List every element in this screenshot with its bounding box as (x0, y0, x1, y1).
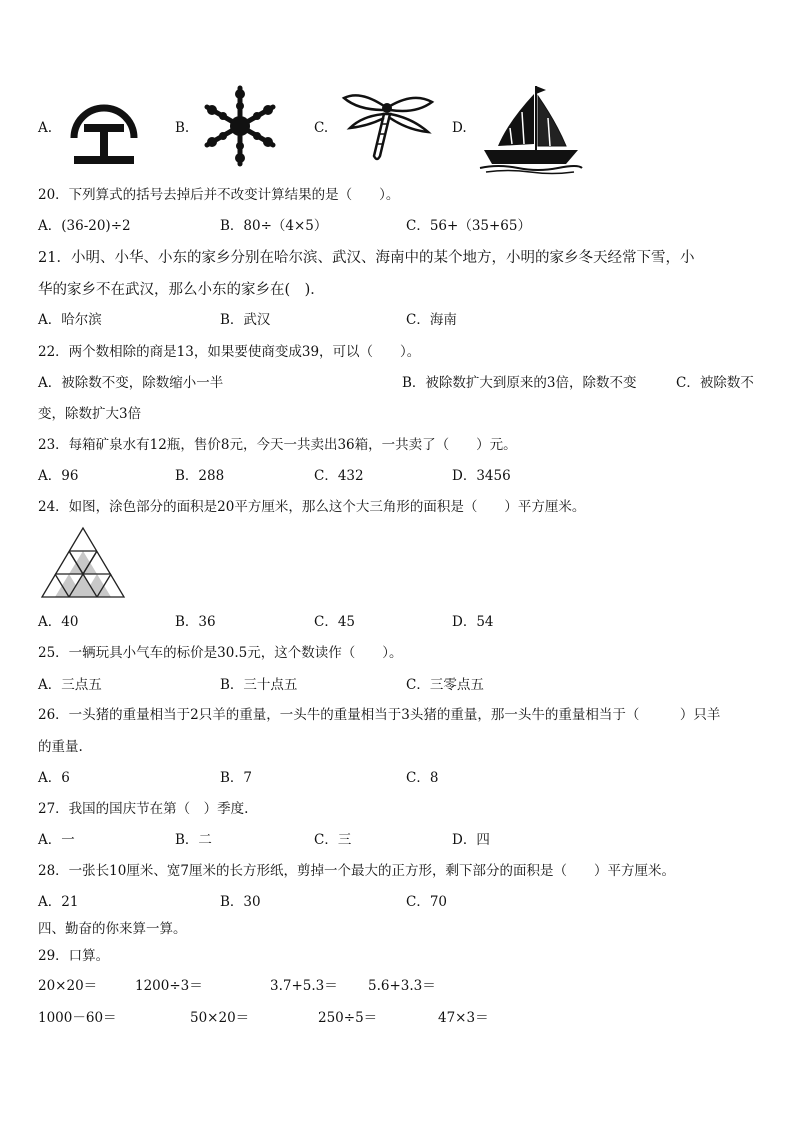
q22-stem: 22．两个数相除的商是13，如果要使商变成39，可以（ ）。 (38, 344, 421, 360)
section-title: 四、勤奋的你来算一算。 (38, 921, 187, 937)
q29-calc-5: 1000－60＝ (38, 1010, 117, 1026)
q26-option-a[interactable]: A．6 (38, 770, 70, 786)
q21-option-c[interactable]: C．海南 (406, 312, 457, 328)
q27-stem: 27．我国的国庆节在第（ ）季度. (38, 801, 249, 817)
q24-option-d[interactable]: D．54 (452, 614, 494, 630)
dragonfly-icon (340, 88, 436, 166)
q22-option-c-line2[interactable]: 变，除数扩大3倍 (38, 406, 142, 422)
sailboat-icon (478, 82, 582, 174)
q24-option-b[interactable]: B．36 (175, 614, 216, 630)
q25-option-b[interactable]: B．三十点五 (220, 677, 298, 693)
q23-option-b[interactable]: B．288 (175, 468, 225, 484)
q29-calc-1: 20×20＝ (38, 978, 98, 994)
q21-stem-line1: 21．小明、小华、小东的家乡分别在哈尔滨、武汉、海南中的某个地方，小明的家乡冬天经常下雪，小 (38, 250, 695, 266)
q23-option-d[interactable]: D．3456 (452, 468, 511, 484)
q22-option-c-line1[interactable]: C．被除数不 (676, 375, 754, 391)
q28-stem: 28．一张长10厘米、宽7厘米的长方形纸，剪掉一个最大的正方形，剩下部分的面积是（ ）平方厘米。 (38, 863, 675, 879)
q27-option-b[interactable]: B．二 (175, 832, 212, 848)
subway-logo-icon (64, 88, 144, 168)
q26-stem-line2: 的重量. (38, 739, 83, 755)
q25-stem: 25．一辆玩具小气车的标价是30.5元，这个数读作（ ）。 (38, 645, 403, 661)
q29-calc-2: 1200÷3＝ (135, 978, 203, 994)
q27-option-a[interactable]: A．一 (38, 832, 75, 848)
q20-stem: 20．下列算式的括号去掉后并不改变计算结果的是（ ）。 (38, 187, 400, 203)
q29-calc-8: 47×3＝ (438, 1010, 489, 1026)
q20-option-a[interactable]: A．(36-20)÷2 (38, 218, 131, 234)
q29-stem: 29．口算。 (38, 948, 110, 964)
q23-option-a[interactable]: A．96 (38, 468, 79, 484)
q24-option-c[interactable]: C．45 (314, 614, 356, 630)
q19-option-c-label: C. (314, 120, 329, 136)
q23-option-c[interactable]: C．432 (314, 468, 364, 484)
q26-option-b[interactable]: B．7 (220, 770, 253, 786)
q24-stem: 24．如图，涂色部分的面积是20平方厘米，那么这个大三角形的面积是（ ）平方厘米。 (38, 499, 586, 515)
q28-option-b[interactable]: B．30 (220, 894, 261, 910)
q29-calc-7: 250÷5＝ (318, 1010, 378, 1026)
q29-calc-6: 50×20＝ (190, 1010, 250, 1026)
q29-calc-3: 3.7+5.3＝ (270, 978, 338, 994)
q21-option-b[interactable]: B．武汉 (220, 312, 271, 328)
q19-option-b-label: B. (175, 120, 190, 136)
q21-option-a[interactable]: A．哈尔滨 (38, 312, 102, 328)
triangle-figure (42, 528, 124, 598)
q25-option-a[interactable]: A．三点五 (38, 677, 102, 693)
q27-option-c[interactable]: C．三 (314, 832, 352, 848)
q23-stem: 23．每箱矿泉水有12瓶，售价8元，今天一共卖出36箱，一共卖了（ ）元。 (38, 437, 517, 453)
q25-option-c[interactable]: C．三零点五 (406, 677, 484, 693)
q20-option-b[interactable]: B．80÷（4×5） (220, 218, 328, 234)
q19-option-d-label: D. (452, 120, 467, 136)
q20-option-c[interactable]: C．56+（35+65） (406, 218, 531, 234)
q24-option-a[interactable]: A．40 (38, 614, 79, 630)
q22-option-a[interactable]: A．被除数不变，除数缩小一半 (38, 375, 224, 391)
snowflake-icon (198, 84, 282, 168)
q22-option-b[interactable]: B．被除数扩大到原来的3倍，除数不变 (402, 375, 637, 391)
q28-option-c[interactable]: C．70 (406, 894, 448, 910)
q29-calc-4: 5.6+3.3＝ (368, 978, 436, 994)
q26-stem-line1: 26．一头猪的重量相当于2只羊的重量，一头牛的重量相当于3头猪的重量，那一头牛的重量相当于（ ）只羊 (38, 707, 721, 723)
q19-option-a-label: A. (38, 120, 53, 136)
q27-option-d[interactable]: D．四 (452, 832, 490, 848)
q28-option-a[interactable]: A．21 (38, 894, 79, 910)
q21-stem-line2: 华的家乡不在武汉，那么小东的家乡在( )． (38, 282, 325, 298)
q26-option-c[interactable]: C．8 (406, 770, 439, 786)
